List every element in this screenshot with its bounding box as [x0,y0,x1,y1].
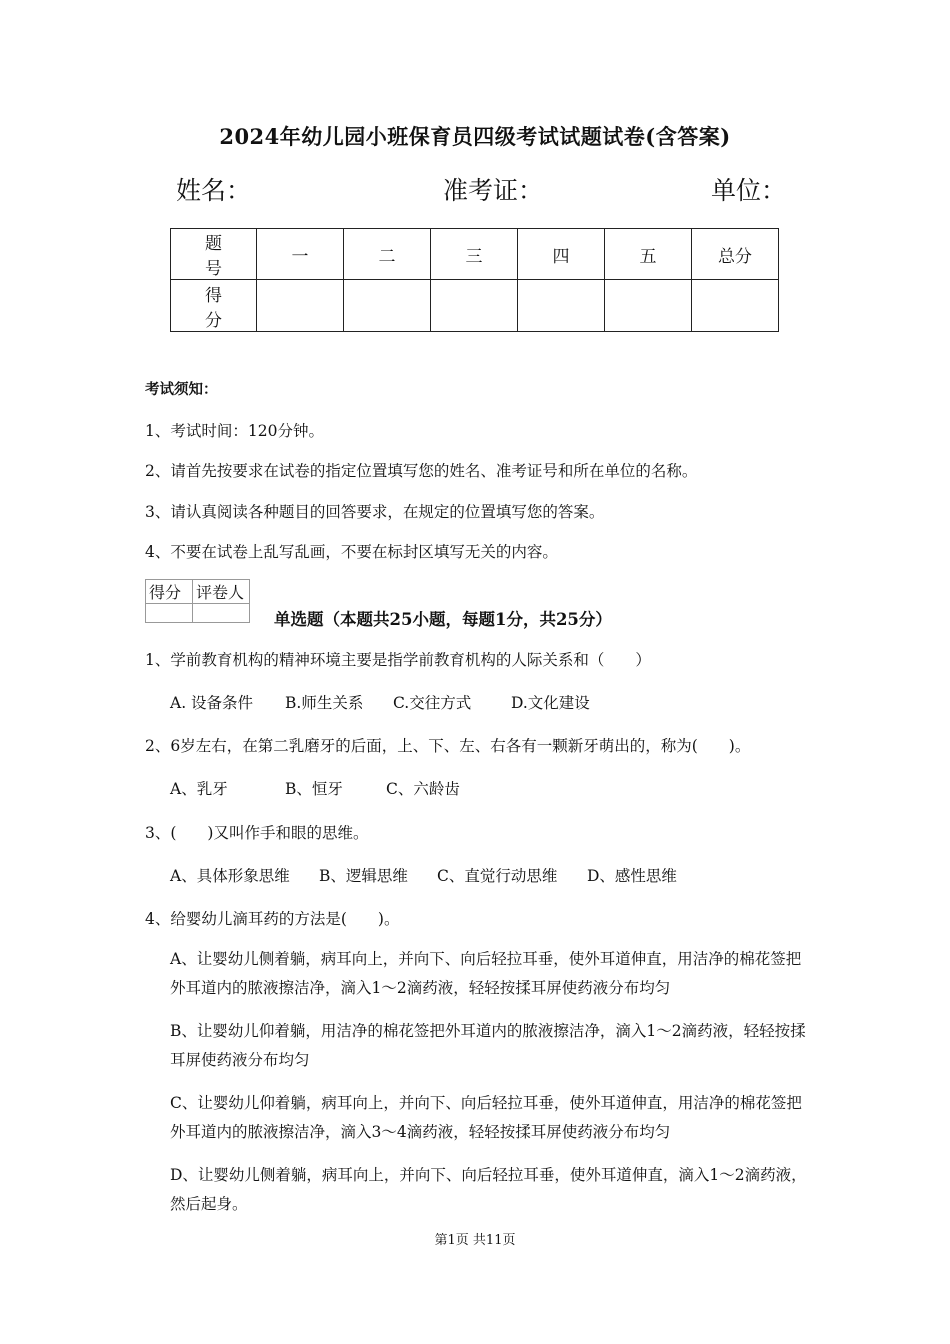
page-title: 2024年幼儿园小班保育员四级考试试题试卷(含答案) [219,124,731,149]
score-table-col: 二 [344,229,431,280]
grader-score-cell [146,604,193,623]
score-table [170,228,779,332]
option-paragraph [145,1161,810,1219]
notice-item: 4、不要在试卷上乱写乱画，不要在标封区填写无关的内容。 [145,543,558,561]
notice-heading: 考试须知： [145,381,218,398]
score-table-col: 一 [257,229,344,280]
option: A、乳牙 [170,780,228,798]
question-stem: 1、学前教育机构的精神环境主要是指学前教育机构的人际关系和（ ） [145,651,651,669]
option: D、感性思维 [587,867,677,885]
score-table-row-label: 题号 [171,229,257,280]
option-paragraph [145,1089,810,1147]
question-stem: 4、给婴幼儿滴耳药的方法是( )。 [145,910,400,928]
score-table-row-label: 得分 [171,280,257,332]
page-footer: 第1页 共11页 [434,1233,516,1248]
grader-reviewer-cell [193,604,250,623]
option: B、恒牙 [285,780,343,798]
notice-item: 1、考试时间：120分钟。 [145,422,324,440]
score-cell [431,280,518,332]
question-options [170,691,590,713]
option-paragraph [145,1017,810,1075]
option-b-text: B、让婴幼儿仰着躺，用洁净的棉花签把外耳道内的脓液擦洁净，滴入1～2滴药液，轻轻按揉耳屏使药液分布均匀 [170,1022,806,1069]
score-table-col: 总分 [692,229,779,280]
option-c-text: C、让婴幼儿仰着躺，病耳向上，并向下、向后轻拉耳垂，使外耳道伸直，用洁净的棉花签把外耳道内的脓液擦洁净，滴入3～4滴药液，轻轻按揉耳屏使药液分布均匀 [170,1094,802,1141]
option: B.师生关系 [285,694,364,712]
score-cell [605,280,692,332]
score-cell [257,280,344,332]
option: B、逻辑思维 [319,867,408,885]
question-options [170,864,677,886]
grader-score-label: 得分 [146,580,193,604]
score-cell [692,280,779,332]
exam-number-label: 准考证： [443,176,544,205]
option: C.交往方式 [393,694,472,712]
notice-item: 2、请首先按要求在试卷的指定位置填写您的姓名、准考证号和所在单位的名称。 [145,462,698,480]
question-options [170,777,460,799]
option: C、六龄齿 [386,780,460,798]
section-title: 单选题（本题共25小题，每题1分，共25分） [274,610,612,629]
option-d-text: D、让婴幼儿侧着躺，病耳向上，并向下、向后轻拉耳垂，使外耳道伸直，滴入1～2滴药液，然后起身。 [170,1166,807,1213]
option-paragraph [145,945,810,1003]
name-label: 姓名： [176,176,252,205]
option: A. 设备条件 [170,694,254,712]
grader-reviewer-label: 评卷人 [193,580,250,604]
question-stem: 3、( )又叫作手和眼的思维。 [145,824,369,842]
score-table-col: 三 [431,229,518,280]
option: C、直觉行动思维 [437,867,558,885]
unit-label: 单位： [711,176,787,205]
option: A、具体形象思维 [170,867,290,885]
notice-item: 3、请认真阅读各种题目的回答要求，在规定的位置填写您的答案。 [145,503,605,521]
option: D.文化建设 [511,694,590,712]
grader-box [145,579,250,623]
question-stem: 2、6岁左右，在第二乳磨牙的后面，上、下、左、右各有一颗新牙萌出的，称为( )。 [145,737,751,755]
score-table-col: 五 [605,229,692,280]
score-cell [344,280,431,332]
score-cell [518,280,605,332]
option-a-text: A、让婴幼儿侧着躺，病耳向上，并向下、向后轻拉耳垂，使外耳道伸直，用洁净的棉花签把外耳道内的脓液擦洁净，滴入1～2滴药液，轻轻按揉耳屏使药液分布均匀 [170,950,802,997]
score-table-col: 四 [518,229,605,280]
